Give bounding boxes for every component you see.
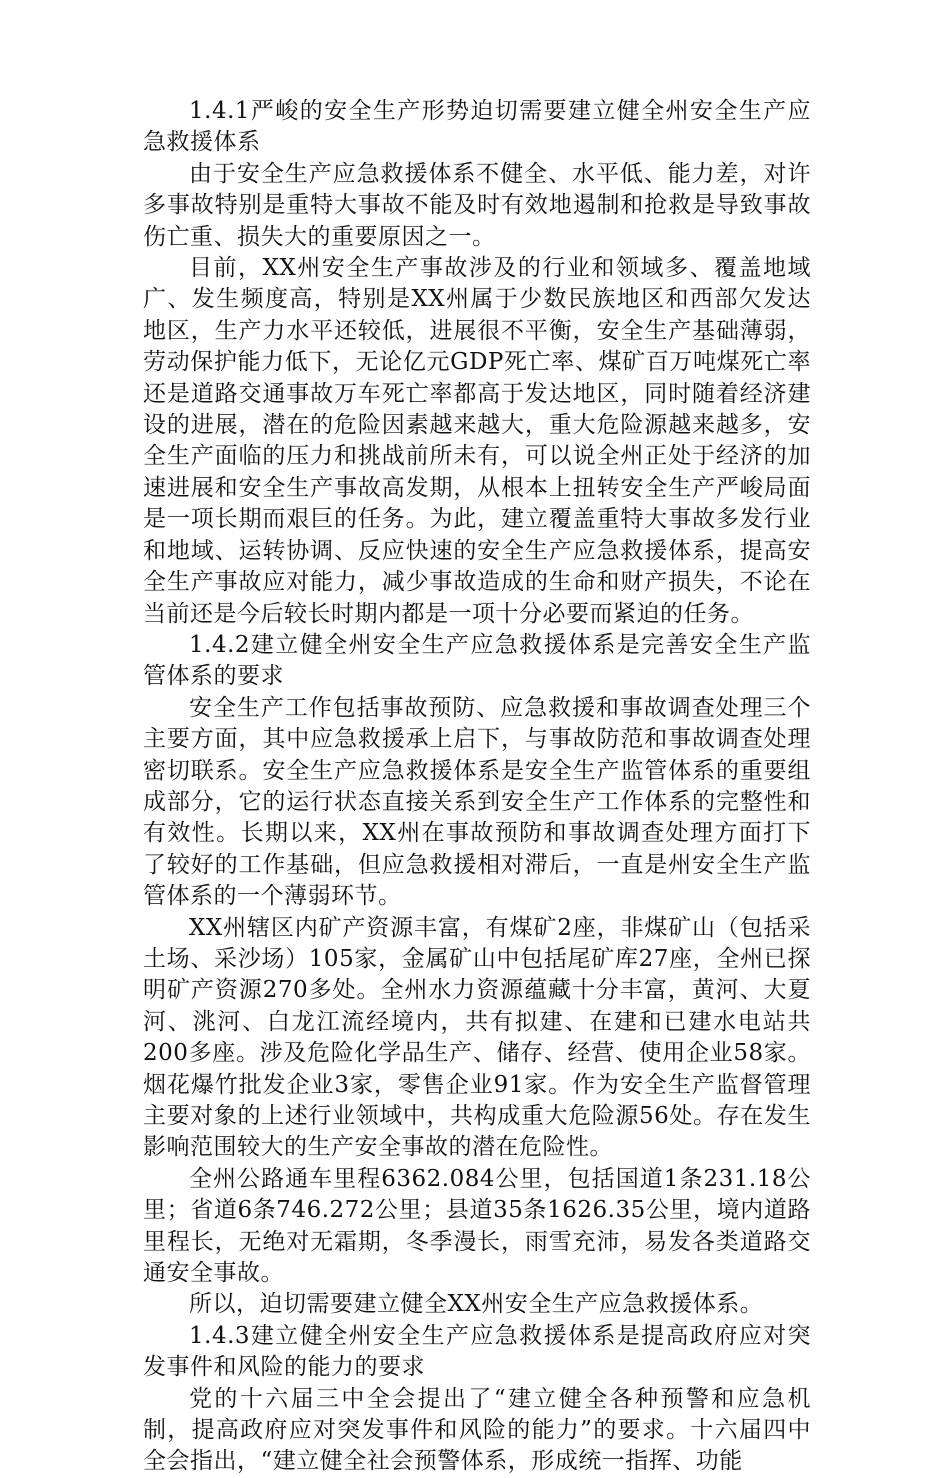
paragraph-supervision-system: 安全生产工作包括事故预防、应急救援和事故调查处理三个主要方面，其中应急救援承上启下，与事故防范和事故调查处理密切联系。安全生产应急救援体系是安全生产监管体系的重要组成部分，它的运行状态直接关系到安全生产工作体系的完整性和有效性。长期以来，XX州在事故预防和事故调查处理方面打下了较好的工作基础，但应急救援相对滞后，一直是州安全生产监管体系的一个薄弱环节。 [143,694,811,910]
document-page [143,96,811,1478]
paragraph-road-mileage: 全州公路通车里程6362.084公里，包括国道1条231.18公里；省道6条746.272公里；县道35条1626.35公里，境内道路里程长，无绝对无霜期，冬季漫长，雨雪充沛，易发各类道路交通安全事故。 [143,1165,811,1287]
paragraph-current-situation: 目前，XX州安全生产事故涉及的行业和领域多、覆盖地域广、发生频度高，特别是XX州属于少数民族地区和西部欠发达地区，生产力水平还较低，进展很不平衡，安全生产基础薄弱，劳动保护能力低下，无论亿元GDP死亡率、煤矿百万吨煤死亡率还是道路交通事故万车死亡率都高于发达地区，同时随着经济建设的进展，潜在的危险因素越来越大，重大危险源越来越多，安全生产面临的压力和挑战前所未有，可以说全州正处于经济的加速进展和安全生产事故高发期，从根本上扭转安全生产严峻局面是一项长期而艰巨的任务。为此，建立覆盖重特大事故多发行业和地域、运转协调、反应快速的安全生产应急救援体系，提高安全生产事故应对能力，减少事故造成的生命和财产损失，不论在当前还是今后较长时期内都是一项十分必要而紧迫的任务。 [143,255,811,627]
paragraph-conclusion: 所以，迫切需要建立健全XX州安全生产应急救援体系。 [189,1291,764,1318]
section-heading-1-4-2: 1.4.2建立健全州安全生产应急救援体系是完善安全生产监管体系的要求 [143,631,811,690]
section-heading-1-4-1: 1.4.1严峻的安全生产形势迫切需要建立健全州安全生产应急救援体系 [143,98,811,156]
paragraph-plenary-requirements: 党的十六届三中全会提出了“建立健全各种预警和应急机制，提高政府应对突发事件和风险的能力”的要求。十六届四中全会指出，“建立健全社会预警体系，形成统一指挥、功能 [143,1385,811,1475]
paragraph-mineral-resources: XX州辖区内矿产资源丰富，有煤矿2座，非煤矿山（包括采土场、采沙场）105家，金属矿山中包括尾矿库27座，全州已探明矿产资源270多处。全州水力资源蕴藏十分丰富，黄河、大夏河、洮河、白龙江流经境内，共有拟建、在建和已建水电站共200多座。涉及危险化学品生产、储存、经营、使用企业58家。烟花爆竹批发企业3家，零售企业91家。作为安全生产监督管理主要对象的上述行业领域中，共构成重大危险源56处。存在发生影响范围较大的生产安全事故的潜在危险性。 [143,914,811,1161]
section-heading-1-4-3: 1.4.3建立健全州安全生产应急救援体系是提高政府应对突发事件和风险的能力的要求 [143,1322,811,1381]
paragraph-emergency-system-deficiency: 由于安全生产应急救援体系不健全、水平低、能力差，对许多事故特别是重特大事故不能及时有效地遏制和抢救是导致事故伤亡重、损失大的重要原因之一。 [143,160,811,250]
